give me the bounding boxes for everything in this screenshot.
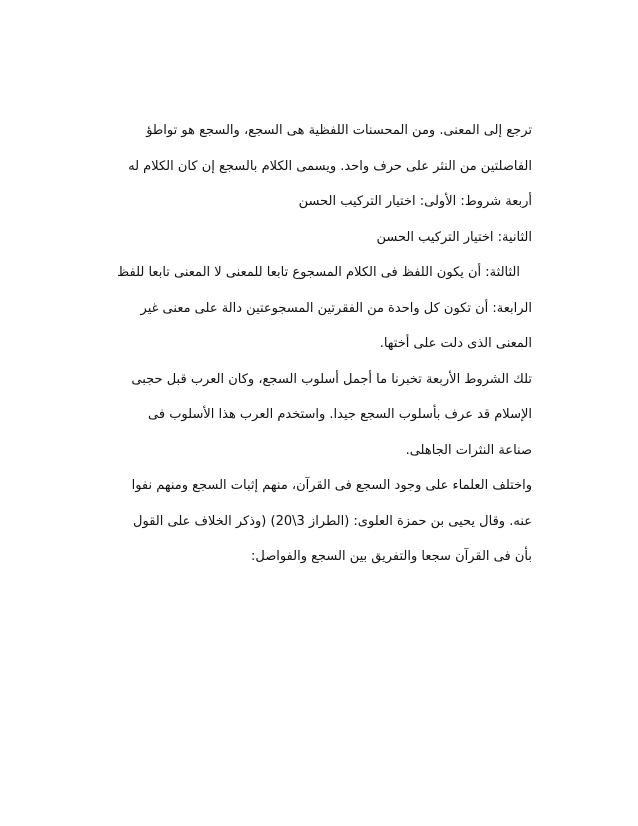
text-line-7: المعنى الذى دلت على أختها. (379, 336, 532, 351)
text-line-12: عنه. وقال يحيى بن حمزة العلوى: (الطراز 3\20) (وذكر الخلاف على القول (133, 513, 532, 529)
text-line-2: الفاصلتين من النثر على حرف واحد. ويسمى الكلام بالسجع إن كان الكلام له (128, 158, 532, 174)
text-line-11: واختلف العلماء على وجود السجع فى القرآن، منهم إثبات السجع ومنهم نفوا (131, 478, 532, 493)
text-line-6: الرابعة: أن تكون كل واحدة من الفقرتين المسجوعتين دالة على معنى غير (140, 300, 532, 316)
text-line-8: تلك الشروط الأربعة تخبرنا ما أجمل أسلوب السجع، وكان العرب قبل حجبى (131, 371, 532, 387)
text-line-5: الثالثة: أن يكون اللفظ فى الكلام المسجوع تابعا للمعنى لا المعنى تابعا للفظ (117, 265, 520, 280)
text-line-13: بأن فى القرآن سجعا والتفريق بين السجع والفواصل: (250, 549, 532, 564)
body-text (117, 113, 532, 575)
text-line-1: ترجع إلى المعنى. ومن المحسنات اللفظية هى السجع، والسجع هو تواطؤ (146, 123, 532, 138)
text-line-10: صناعة النثرات الجاهلى. (405, 442, 532, 458)
text-line-4: الثانية: اختيار التركيب الحسن (376, 229, 532, 245)
text-line-3: أربعة شروط: الأولى: اختيار التركيب الحسن (298, 194, 532, 209)
text-line-9: الإسلام قد عرف بأسلوب السجع جيدا. واستخدم العرب هذا الأسلوب فى (148, 407, 532, 422)
